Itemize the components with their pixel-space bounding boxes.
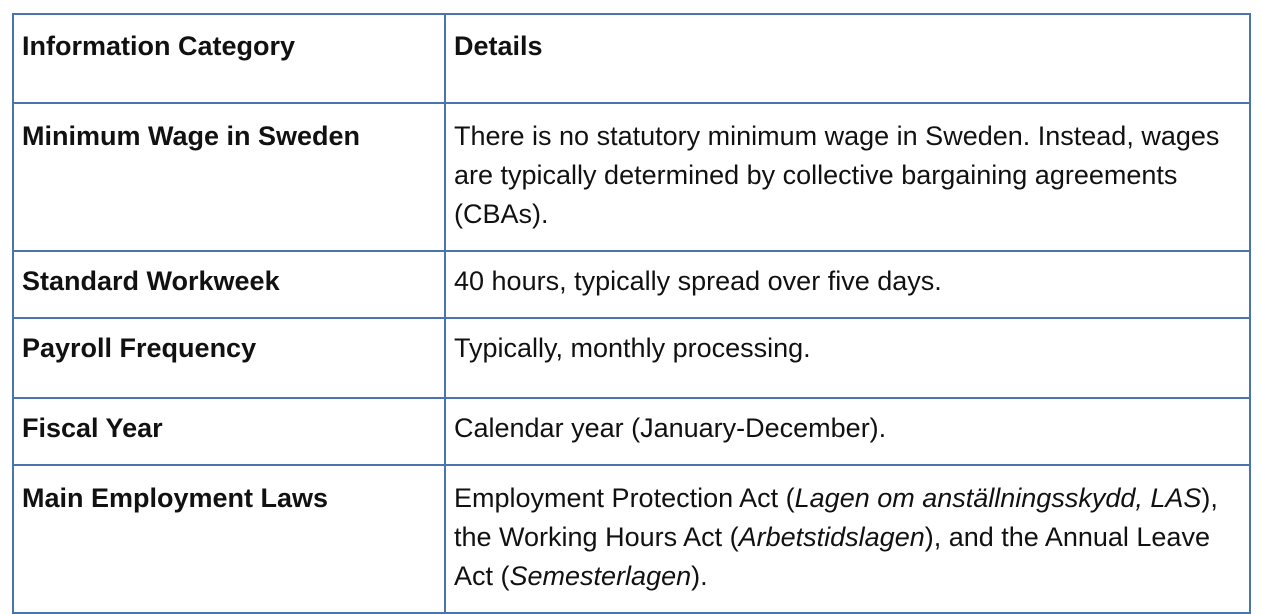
details-text: ), and the Annual Leave Act ( [454, 522, 1210, 591]
header-category-cell: Information Category [13, 14, 445, 103]
category-cell: Payroll Frequency [13, 318, 445, 398]
table-row [13, 103, 1250, 251]
details-italic-text: Arbetstidslagen [738, 522, 925, 552]
details-text: 40 hours, typically spread over five days. [454, 266, 942, 296]
info-table [12, 13, 1251, 614]
table-row [13, 465, 1250, 613]
details-cell [445, 318, 1250, 398]
details-text: ), the Working Hours Act ( [454, 483, 1218, 552]
details-italic-text: Lagen om anställningsskydd, LAS [794, 483, 1202, 513]
category-cell: Main Employment Laws [13, 465, 445, 613]
details-cell [445, 103, 1250, 251]
details-cell [445, 465, 1250, 613]
details-text: Employment Protection Act ( [454, 483, 795, 513]
details-cell [445, 251, 1250, 318]
details-cell [445, 398, 1250, 465]
table-header-row [13, 14, 1250, 103]
details-italic-text: Semesterlagen [509, 561, 692, 591]
header-details-cell: Details [445, 14, 1250, 103]
details-text: Calendar year (January-December). [454, 413, 887, 443]
table-row [13, 251, 1250, 318]
details-text: ). [691, 561, 708, 591]
details-text: There is no statutory minimum wage in Sweden. Instead, wages are typically determined by collective bargaining agreements (CBAs). [454, 121, 1220, 229]
table-row [13, 398, 1250, 465]
details-text: Typically, monthly processing. [454, 333, 811, 363]
category-cell: Fiscal Year [13, 398, 445, 465]
category-cell: Standard Workweek [13, 251, 445, 318]
category-cell: Minimum Wage in Sweden [13, 103, 445, 251]
table-row [13, 318, 1250, 398]
